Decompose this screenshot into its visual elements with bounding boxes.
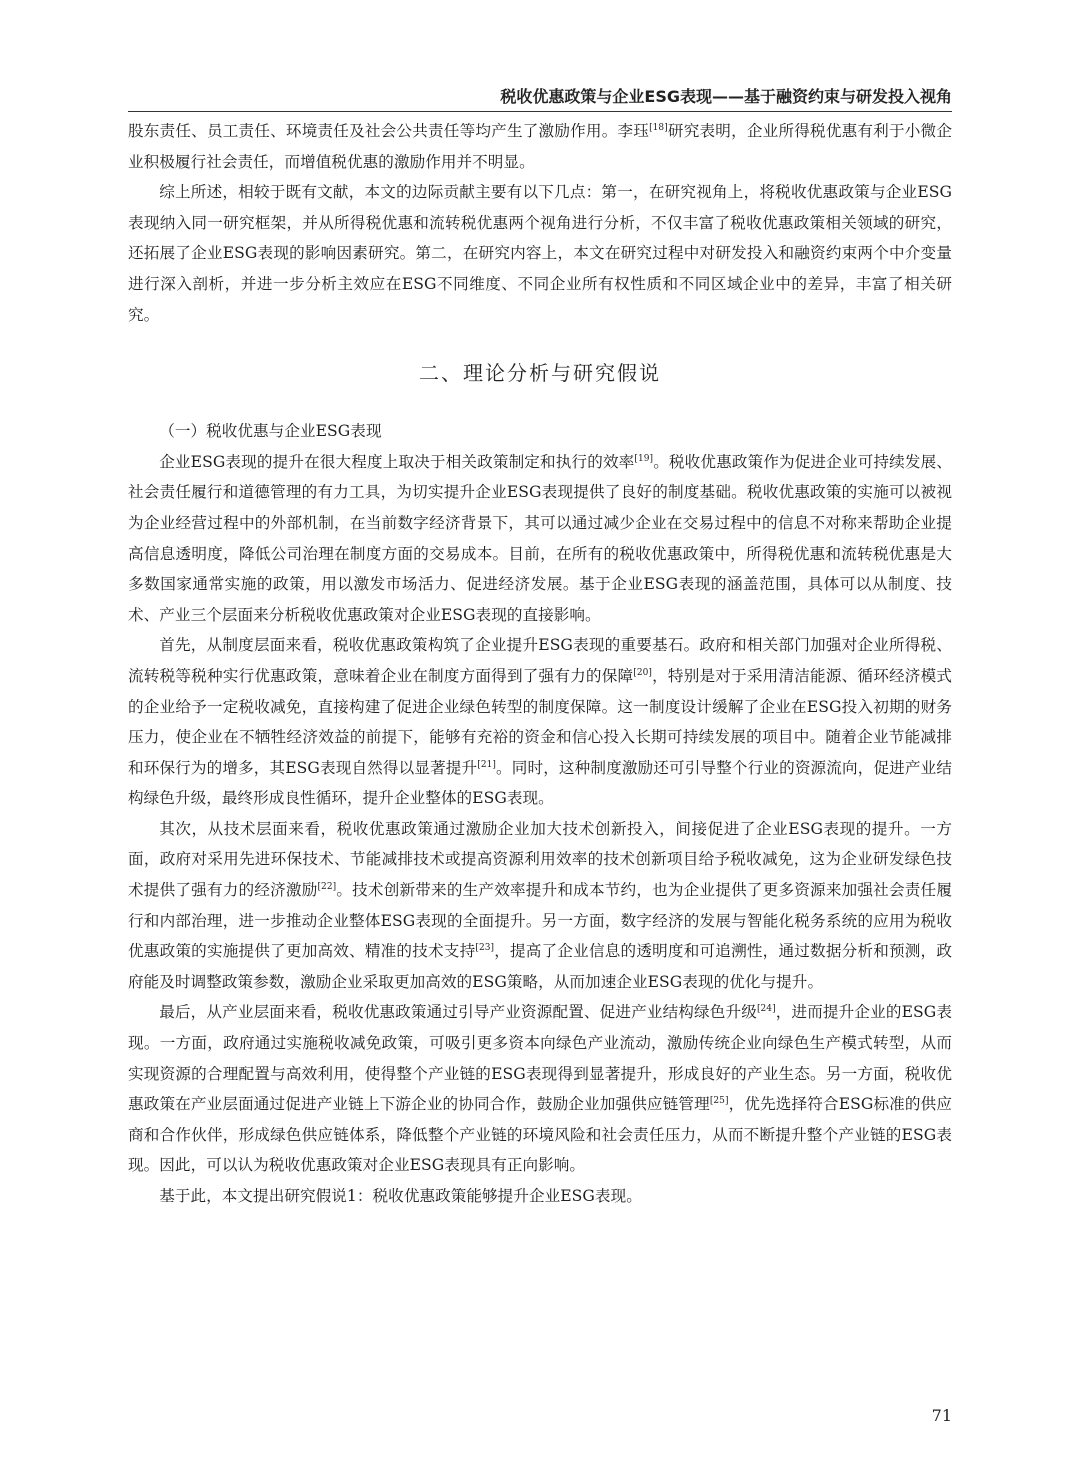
citation-ref: [24] xyxy=(756,1004,776,1015)
page-number: 71 xyxy=(931,1406,952,1425)
subsection-title: （一）税收优惠与企业ESG表现 xyxy=(159,422,382,441)
paragraph-text: 最后，从产业层面来看，税收优惠政策通过引导产业资源配置、促进产业结构绿色升级 xyxy=(159,1003,757,1022)
paragraph-text: 其次，从技术层面来看，税收优惠政策通过激励企业加大技术创新投入，间接促进了企业ESG表现的提升。一方面，政府对采用先进环保技术、节能减排技术或提高资源利用效率的技术创新项目给予税收减免，这为企业研发绿色技术提供了强有力的经济激励 xyxy=(128,819,952,900)
citation-ref: [21] xyxy=(477,759,496,770)
paragraph xyxy=(128,1181,952,1212)
body-paragraphs xyxy=(128,447,952,1212)
citation-ref: [19] xyxy=(634,453,654,464)
paragraph-text: 首先，从制度层面来看，税收优惠政策构筑了企业提升ESG表现的重要基石。政府和相关部门加强对企业所得税、流转税等税种实行优惠政策，意味着企业在制度方面得到了强有力的保障 xyxy=(128,636,952,685)
paragraph-text: ，提高了企业信息的透明度和可追溯性，通过数据分析和预测，政府能及时调整政策参数，激励企业采取更加高效的ESG策略，从而加速企业ESG表现的优化与提升。 xyxy=(128,942,952,991)
intro-paragraphs xyxy=(128,116,952,330)
citation-ref: [18] xyxy=(649,123,668,133)
citation-ref: [20] xyxy=(633,667,652,678)
paragraph xyxy=(128,116,952,177)
paragraph-text: 综上所述，相较于既有文献，本文的边际贡献主要有以下几点：第一，在研究视角上，将税收优惠政策与企业ESG表现纳入同一研究框架，并从所得税优惠和流转税优惠两个视角进行分析，不仅丰富了税收优惠政策相关领域的研究，还拓展了企业ESG表现的影响因素研究。第二，在研究内容上，本文在研究过程中对研发投入和融资约束两个中介变量进行深入剖析，并进一步分析主效应在ESG不同维度、不同企业所有权性质和不同区域企业中的差异，丰富了相关研究。 xyxy=(128,183,952,324)
paragraph-text: ，进而提升企业的ESG表现。一方面，政府通过实施税收减免政策，可吸引更多资本向绿色产业流动，激励传统企业向绿色生产模式转型，从而实现资源的合理配置与高效利用，使得整个产业链的ESG表现得到显著提升，形成良好的产业生态。另一方面，税收优惠政策在产业层面通过促进产业链上下游企业的协同合作，鼓励企业加强供应链管理 xyxy=(128,1003,952,1114)
paragraph-text: 股东责任、员工责任、环境责任及社会公共责任等均产生了激励作用。李珏 xyxy=(128,122,650,140)
paragraph-text: 。同时，这种制度激励还可引导整个行业的资源流向，促进产业结构绿色升级，最终形成良性循环，提升企业整体的ESG表现。 xyxy=(128,758,952,808)
paragraph-text: 企业ESG表现的提升在很大程度上取决于相关政策制定和执行的效率 xyxy=(159,452,635,471)
citation-ref: [23] xyxy=(475,943,495,954)
paragraph-text: 研究表明，企业所得税优惠有利于小微企业积极履行社会责任，而增值税优惠的激励作用并不明显。 xyxy=(128,122,952,171)
running-header: 税收优惠政策与企业ESG表现——基于融资约束与研发投入视角 xyxy=(500,87,952,106)
paragraph-text: 。技术创新带来的生产效率提升和成本节约，也为企业提供了更多资源来加强社会责任履行和内部治理，进一步推动企业整体ESG表现的全面提升。另一方面，数字经济的发展与智能化税务系统的应用为税收优惠政策的实施提供了更加高效、精准的技术支持 xyxy=(128,881,952,961)
paragraph xyxy=(128,447,952,631)
paragraph-text: ，优先选择符合ESG标准的供应商和合作伙伴，形成绿色供应链体系，降低整个产业链的环境风险和社会责任压力，从而不断提升整个产业链的ESG表现。因此，可以认为税收优惠政策对企业ESG表现具有正向影响。 xyxy=(128,1095,952,1175)
paragraph xyxy=(128,997,952,1181)
paragraph xyxy=(128,630,952,814)
paragraph-text: 。税收优惠政策作为促进企业可持续发展、社会责任履行和道德管理的有力工具，为切实提升企业ESG表现提供了良好的制度基础。税收优惠政策的实施可以被视为企业经营过程中的外部机制，在当前数字经济背景下，其可以通过减少企业在交易过程中的信息不对称来帮助企业提高信息透明度，降低公司治理在制度方面的交易成本。目前，在所有的税收优惠政策中，所得税优惠和流转税优惠是大多数国家通常实施的政策，用以激发市场活力、促进经济发展。基于企业ESG表现的涵盖范围，具体可以从制度、技术、产业三个层面来分析税收优惠政策对企业ESG表现的直接影响。 xyxy=(128,452,952,624)
citation-ref: [25] xyxy=(709,1096,729,1107)
section-title: 二、理论分析与研究假说 xyxy=(419,361,661,386)
citation-ref: [22] xyxy=(317,882,337,893)
paragraph-text: 基于此，本文提出研究假说1：税收优惠政策能够提升企业ESG表现。 xyxy=(159,1187,642,1205)
paragraph-text: ，特别是对于采用清洁能源、循环经济模式的企业给予一定税收减免，直接构建了促进企业绿色转型的制度保障。这一制度设计缓解了企业在ESG投入初期的财务压力，使企业在不牺牲经济效益的前提下，能够有充裕的资金和信心投入长期可持续发展的项目中。随着企业节能减排和环保行为的增多，其ESG表现自然得以显著提升 xyxy=(128,666,952,777)
header-divider xyxy=(128,111,952,112)
paragraph xyxy=(128,814,952,998)
page-body xyxy=(128,116,952,1212)
paragraph xyxy=(128,177,952,330)
